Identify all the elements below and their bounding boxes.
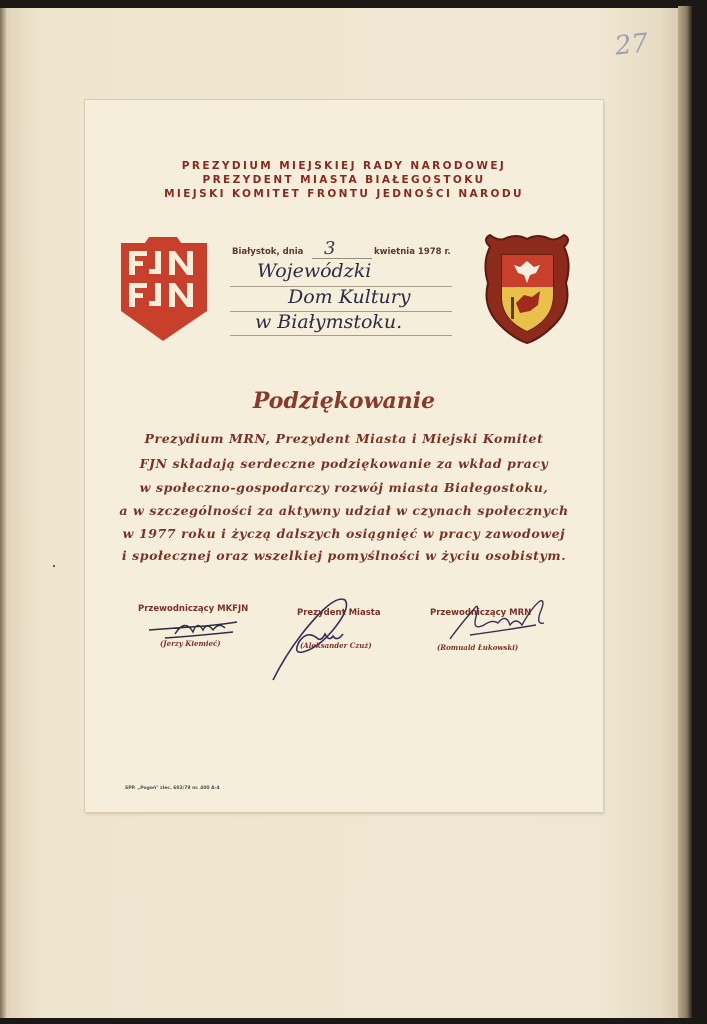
recipient-line-2: Dom Kultury [288, 286, 411, 308]
certificate-title: Podziękowanie [252, 388, 436, 414]
body-line-5: w 1977 roku i życzą dalszych osiągnięć w pracy zawodowej [122, 526, 566, 541]
signature-name-3: (Romuald Łukowski) [437, 643, 519, 652]
body-line-4: a w szczególności za aktywny udział w czynach społecznych [119, 503, 569, 518]
album-left-edge [0, 8, 6, 1018]
page-number: 27 [613, 28, 650, 62]
body-line-3: w społeczno-gospodarczy rozwój miasta Białegostoku, [139, 480, 549, 495]
header-line-3: MIEJSKI KOMITET FRONTU JEDNOŚCI NARODU [164, 188, 524, 200]
date-suffix: kwietnia 1978 r. [374, 247, 451, 257]
signature-name-1: (Jerzy Kiemieć) [160, 639, 221, 648]
recipient-line-1: Wojewódzki [257, 260, 372, 282]
recipient-line-3: w Białymstoku. [255, 311, 403, 333]
handwritten-signature-2 [263, 590, 368, 685]
date-prefix: Białystok, dnia [232, 247, 304, 257]
body-line-1: Prezydium MRN, Prezydent Miasta i Miejski Komitet [144, 431, 544, 446]
header-line-1: PREZYDIUM MIEJSKIEJ RADY NARODOWEJ [181, 160, 507, 172]
signature-label-3: Przewodniczący MRN [430, 608, 532, 618]
body-line-2: FJN składają serdeczne podziękowanie za wkład pracy [139, 456, 549, 471]
certificate-sheet [85, 100, 603, 812]
dust-speck [53, 565, 55, 567]
body-line-6: i społecznej oraz wszelkiej pomyślności w życiu osobistym. [121, 548, 567, 563]
signature-name-2: (Aleksander Czuż) [300, 641, 372, 650]
date-underline [312, 258, 372, 259]
coat-of-arms-icon [480, 233, 575, 345]
header-line-2: PREZYDENT MIASTA BIAŁEGOSTOKU [202, 174, 486, 186]
signature-label-2: Prezydent Miasta [297, 608, 381, 618]
date-row [232, 238, 462, 260]
printer-note: SPP. „Pogoń" zlec. 602/78 nr. 400 A-4 [125, 786, 220, 791]
signature-label-1: Przewodniczący MKFJN [138, 604, 249, 614]
handwritten-signature-3 [440, 595, 555, 645]
fjn-logo-icon [115, 233, 213, 343]
album-right-edge [678, 6, 692, 1018]
date-day: 3 [324, 238, 336, 259]
